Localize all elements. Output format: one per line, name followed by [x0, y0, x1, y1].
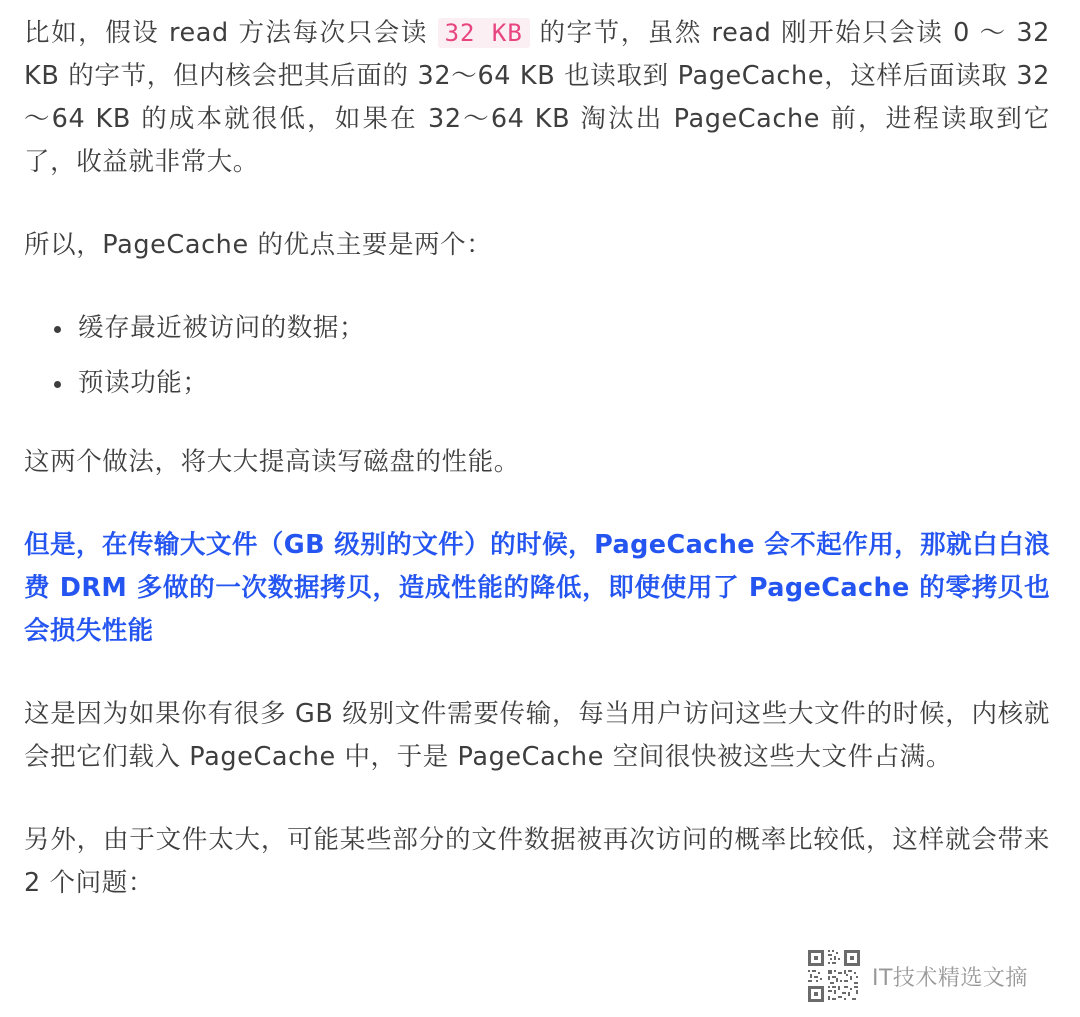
paragraph-large-files-reason: 这是因为如果你有很多 GB 级别文件需要传输，每当用户访问这些大文件的时候，内核就会把它们载入 PageCache 中，于是 PageCache 空间很快被这些大文件占满。	[24, 699, 1050, 772]
paragraph-two-problems: 另外，由于文件太大，可能某些部分的文件数据被再次访问的概率比较低，这样就会带来 2 个问题：	[24, 825, 1050, 898]
list-item: 缓存最近被访问的数据；	[54, 307, 1050, 350]
paragraph-readahead-part1: 比如，假设 read 方法每次只会读	[24, 18, 438, 48]
wechat-account-footer	[806, 945, 1058, 1007]
paragraph-readahead	[24, 12, 1050, 184]
highlighted-paragraph: 但是，在传输大文件（GB 级别的文件）的时候，PageCache 会不起作用，那就白白浪费 DRM 多做的一次数据拷贝，造成性能的降低，即使使用了 PageCache 的零拷贝也会损失性能	[24, 530, 1050, 646]
paragraph-readahead-part2: 的字节，虽然 read 刚开始只会读 0 ～ 32 KB 的字节，但内核会把其后面的 32～64 KB 也读取到 PageCache，这样后面读取 32～64 KB 的成本就很低，如果在 32～64 KB 淘汰出 PageCache 前，进程读取到它了，收益就非常大。	[24, 18, 1050, 177]
advantages-list	[24, 307, 1050, 405]
inline-code-32kb: 32 KB	[438, 18, 530, 48]
qr-code-icon	[806, 948, 862, 1004]
paragraph-performance: 这两个做法，将大大提高读写磁盘的性能。	[24, 447, 520, 477]
list-item: 预读功能；	[54, 362, 1050, 405]
paragraph-pagecache-advantages: 所以，PageCache 的优点主要是两个：	[24, 230, 493, 260]
account-name-label: IT技术精选文摘	[872, 965, 1028, 991]
